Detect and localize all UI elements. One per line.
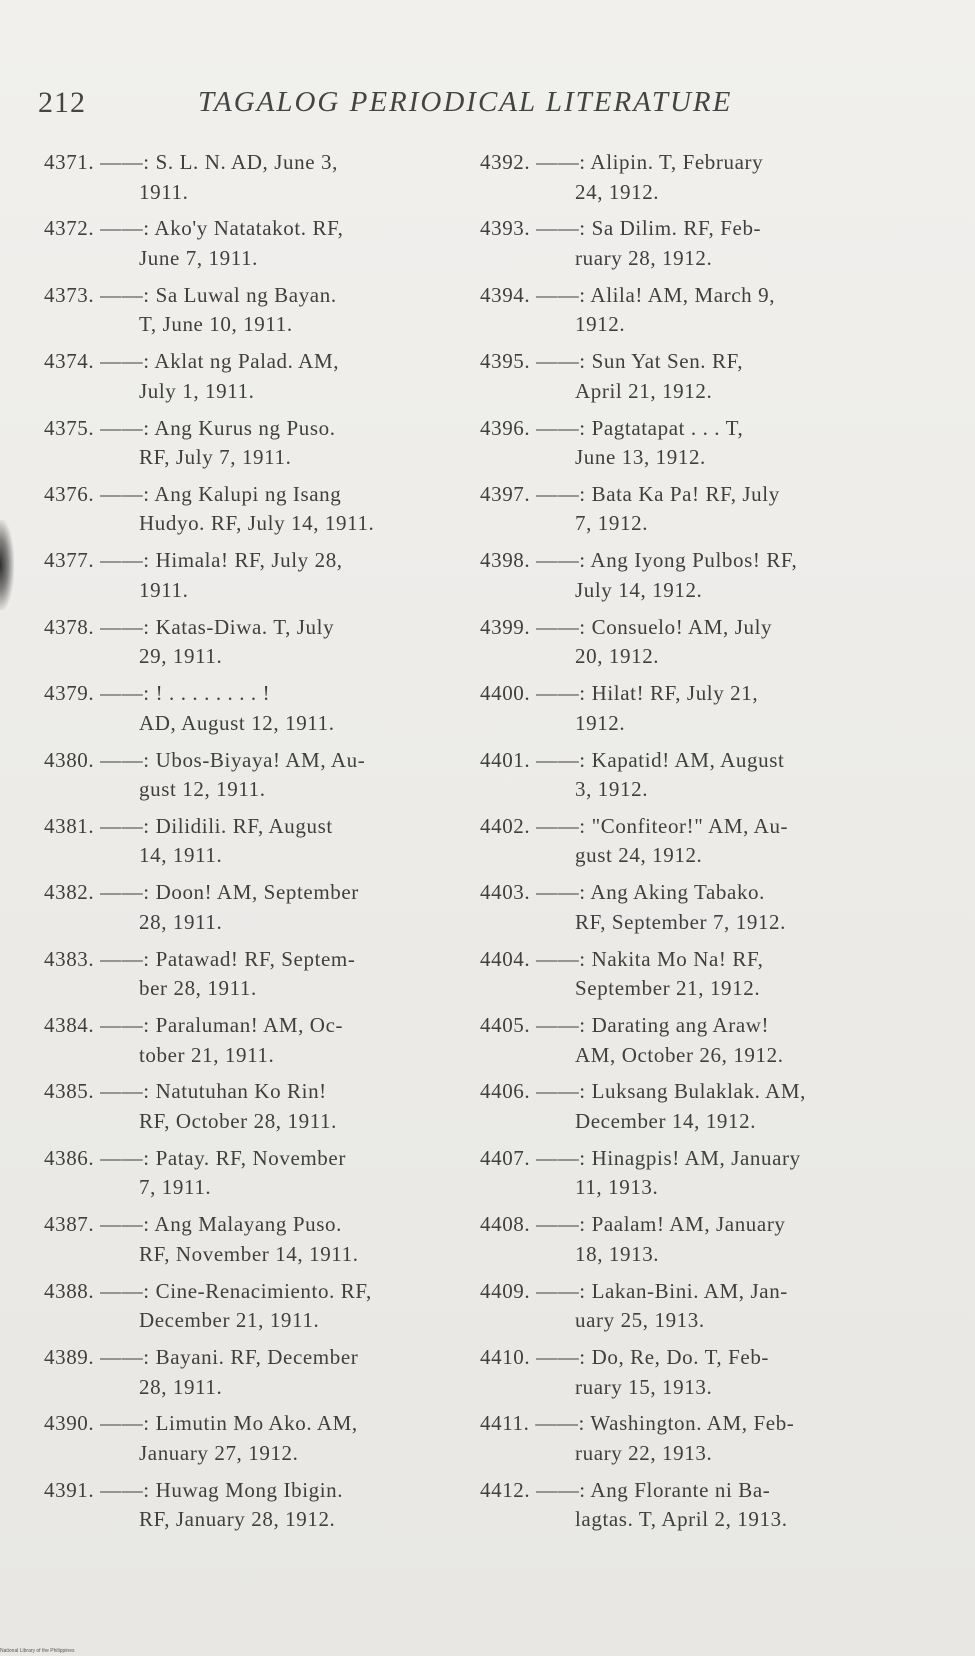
entry-line-1: 4383. ——: Patawad! RF, Septem- [44,946,356,971]
entry-line-2: 1912. [575,312,626,337]
entry-line-1: 4392. ——: Alipin. T, February [480,150,764,174]
bibliography-entry [44,214,484,280]
bibliography-entry [480,414,935,480]
bibliography-entry [480,546,935,612]
entry-line-2: RF, July 7, 1911. [139,445,292,470]
entry-line-1: 4387. ——: Ang Malayang Puso. [44,1212,342,1237]
entry-line-1: 4377. ——: Himala! RF, July 28, [44,548,343,573]
entry-line-2: September 21, 1912. [575,976,761,1001]
entry-line-2: tober 21, 1911. [139,1042,275,1067]
page-number: 212 [38,86,86,119]
entry-line-2: April 21, 1912. [575,378,713,403]
bibliography-entry [480,679,935,745]
bibliography-entry [44,1011,484,1077]
entry-line-2: ruary 15, 1913. [575,1374,713,1399]
entry-line-2: 11, 1913. [575,1175,659,1200]
entry-line-2: 3, 1912. [575,777,649,802]
entry-line-1: 4393. ——: Sa Dilim. RF, Feb- [480,216,762,241]
bibliography-entry [480,878,935,944]
entry-line-1: 4396. ——: Pagtatapat . . . T, [480,415,744,440]
bibliography-entry [480,1343,935,1409]
bibliography-entry [44,812,484,878]
entry-line-1: 4412. ——: Ang Florante ni Ba- [480,1477,771,1502]
bibliography-entry [44,1409,484,1475]
bibliography-entry [480,1277,935,1343]
bibliography-entry [44,1343,484,1409]
entry-line-2: gust 24, 1912. [575,843,703,868]
bibliography-entry [44,414,484,480]
entry-line-2: uary 25, 1913. [575,1308,705,1333]
bibliography-entry [44,546,484,612]
entry-line-2: June 13, 1912. [575,445,706,470]
bibliography-entry [44,1210,484,1276]
entry-line-2: 28, 1911. [139,909,223,934]
entry-line-2: AD, August 12, 1911. [139,710,335,735]
entry-line-2: 1912. [575,710,626,735]
bibliography-entry [480,281,935,347]
entry-line-2: AM, October 26, 1912. [575,1042,784,1067]
entry-line-1: 4372. ——: Ako'y Natatakot. RF, [44,216,344,241]
bibliography-entry [44,148,484,214]
bibliography-entry [44,347,484,413]
bibliography-entry [480,1144,935,1210]
bibliography-entry [480,945,935,1011]
footer-note: National Library of the Philippines [0,1648,75,1654]
page-header [38,86,778,126]
entry-line-1: 4380. ——: Ubos-Biyaya! AM, Au- [44,747,366,772]
entry-line-1: 4408. ——: Paalam! AM, January [480,1212,786,1237]
entry-line-1: 4375. ——: Ang Kurus ng Puso. [44,415,336,440]
bibliography-entry [44,945,484,1011]
right-column [480,148,935,1542]
bibliography-entry [44,480,484,546]
entry-line-1: 4379. ——: ! . . . . . . . . ! [44,681,271,706]
entry-line-1: 4390. ——: Limutin Mo Ako. AM, [44,1411,358,1436]
entry-line-1: 4403. ——: Ang Aking Tabako. [480,880,766,905]
bibliography-entry [44,1277,484,1343]
bibliography-entry [44,878,484,944]
entry-line-1: 4400. ——: Hilat! RF, July 21, [480,681,759,706]
entry-line-2: ber 28, 1911. [139,976,257,1001]
entry-line-1: 4391. ——: Huwag Mong Ibigin. [44,1477,344,1502]
entry-line-1: 4386. ——: Patay. RF, November [44,1145,346,1170]
entry-line-1: 4406. ——: Luksang Bulaklak. AM, [480,1079,807,1104]
entry-line-2: lagtas. T, April 2, 1913. [575,1507,788,1532]
entry-line-2: 28, 1911. [139,1374,223,1399]
entry-line-1: 4389. ——: Bayani. RF, December [44,1345,359,1370]
entry-line-2: 7, 1911. [139,1175,212,1200]
entry-line-1: 4385. ——: Natutuhan Ko Rin! [44,1079,327,1104]
binding-shadow [0,520,14,610]
entry-line-2: gust 12, 1911. [139,777,266,802]
entry-line-1: 4395. ——: Sun Yat Sen. RF, [480,349,744,374]
entry-line-1: 4371. ——: S. L. N. AD, June 3, [44,150,338,174]
bibliography-entry [44,746,484,812]
entry-line-2: 1911. [139,577,189,602]
bibliography-entry [480,347,935,413]
entry-line-1: 4382. ——: Doon! AM, September [44,880,359,905]
bibliography-entry [44,1476,484,1542]
entry-line-2: December 21, 1911. [139,1308,320,1333]
bibliography-entry [480,148,935,214]
entry-line-1: 4411. ——: Washington. AM, Feb- [480,1411,795,1436]
entry-line-2: RF, September 7, 1912. [575,909,787,934]
bibliography-entry [480,1011,935,1077]
entry-line-1: 4378. ——: Katas-Diwa. T, July [44,614,335,639]
entry-line-1: 4398. ——: Ang Iyong Pulbos! RF, [480,548,798,573]
entry-line-1: 4384. ——: Paraluman! AM, Oc- [44,1013,344,1038]
entry-line-1: 4401. ——: Kapatid! AM, August [480,747,785,772]
bibliography-entry [480,746,935,812]
bibliography-entry [480,214,935,280]
entry-line-2: Hudyo. RF, July 14, 1911. [139,511,375,536]
bibliography-entry [44,1144,484,1210]
entry-line-1: 4388. ——: Cine-Renacimiento. RF, [44,1278,372,1303]
entry-line-1: 4407. ——: Hinagpis! AM, January [480,1145,801,1170]
entry-line-2: June 7, 1911. [139,245,259,270]
entry-line-2: 7, 1912. [575,511,649,536]
entry-line-2: RF, January 28, 1912. [139,1507,336,1532]
entry-line-1: 4381. ——: Dilidili. RF, August [44,813,333,838]
entry-line-1: 4410. ——: Do, Re, Do. T, Feb- [480,1345,770,1370]
bibliography-entry [44,613,484,679]
bibliography-entry [480,1077,935,1143]
entry-line-2: December 14, 1912. [575,1108,757,1133]
bibliography-entry [480,613,935,679]
entry-line-2: RF, October 28, 1911. [139,1108,337,1133]
bibliography-entry [44,281,484,347]
entry-line-2: 1911. [139,179,189,204]
bibliography-entry [480,1210,935,1276]
entry-line-2: RF, November 14, 1911. [139,1241,359,1266]
bibliography-entry [480,1476,935,1542]
entry-line-1: 4409. ——: Lakan-Bini. AM, Jan- [480,1278,788,1303]
bibliography-entry [480,812,935,878]
entry-line-2: 14, 1911. [139,843,223,868]
entry-line-1: 4405. ——: Darating ang Araw! [480,1013,770,1038]
entry-line-2: T, June 10, 1911. [139,312,293,337]
entry-line-2: 24, 1912. [575,179,660,204]
bibliography-entry [480,1409,935,1475]
entry-line-1: 4374. ——: Aklat ng Palad. AM, [44,349,340,374]
entry-line-2: 29, 1911. [139,644,223,669]
left-column [44,148,484,1542]
entry-line-1: 4397. ——: Bata Ka Pa! RF, July [480,481,780,506]
entry-line-2: ruary 28, 1912. [575,245,713,270]
entry-line-1: 4373. ——: Sa Luwal ng Bayan. [44,282,337,307]
entry-line-2: July 1, 1911. [139,378,255,403]
entry-line-1: 4394. ——: Alila! AM, March 9, [480,282,776,307]
bibliography-entry [44,1077,484,1143]
entry-line-2: 20, 1912. [575,644,660,669]
entry-line-1: 4402. ——: "Confiteor!" AM, Au- [480,813,789,838]
running-title: TAGALOG PERIODICAL LITERATURE [198,86,733,118]
entry-line-2: July 14, 1912. [575,577,703,602]
bibliography-entry [44,679,484,745]
entry-line-2: ruary 22, 1913. [575,1440,713,1465]
entry-line-1: 4376. ——: Ang Kalupi ng Isang [44,481,342,506]
entry-line-1: 4399. ——: Consuelo! AM, July [480,614,773,639]
bibliography-entry [480,480,935,546]
entry-line-2: January 27, 1912. [139,1440,299,1465]
entry-line-1: 4404. ——: Nakita Mo Na! RF, [480,946,764,971]
entry-line-2: 18, 1913. [575,1241,660,1266]
